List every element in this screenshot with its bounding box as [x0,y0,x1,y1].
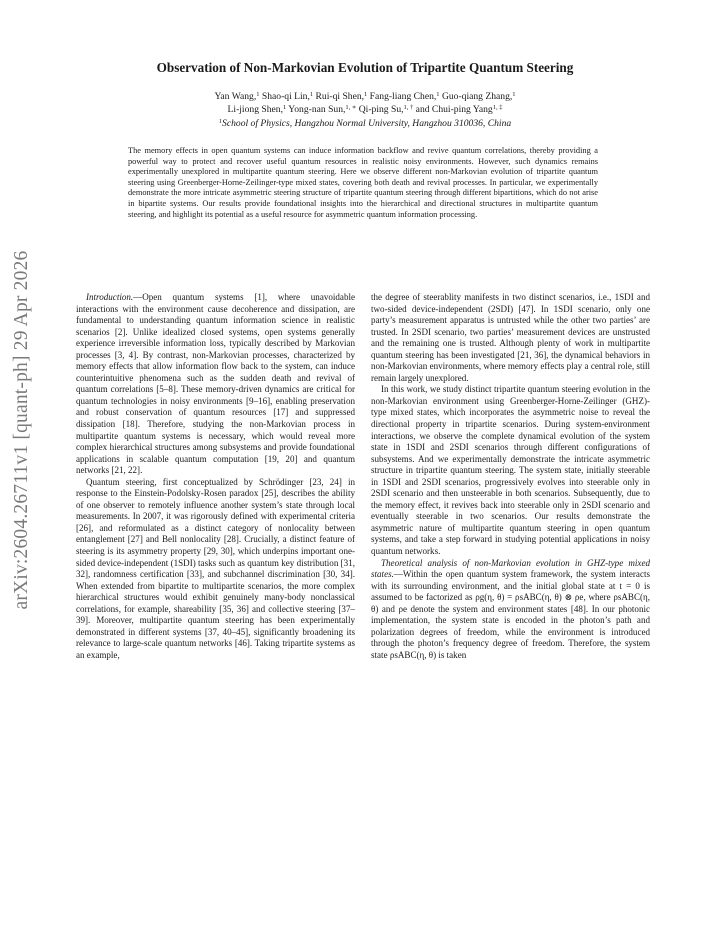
author-name: and Chui-ping Yang [413,104,493,116]
affiliation-mark: 1 [282,104,287,112]
author-name: Yan Wang, [214,91,257,102]
steering-paragraph: Quantum steering, first conceptualized by Schrödinger [23, 24] in response to the Einstein-Podolsky-Rosen paradox [25], describes the ability of one observer to remotely influence another system’s state through local measurements. In 2007, it was rigorously defined with experimental criteria [26], and reformulated as a distinct category of nonlocality between entanglement [27] and Bell nonlocality [28]. Crucially, a distinct feature of steering is its asymmetry property [29, 30], which underpins important one-sided device-independent (1SDI) tasks such as quantum key distribution [31, 32], randomness certification [33], and subchannel discrimination [30, 34]. When extended from bipartite to multipartite scenarios, the more complex hierarchical structures would exhibit genuinely many-body nonclassical correlations, for example, shareability [35, 36] and collective steering [37–39]. Moreover, multipartite quantum steering has been experimentally demonstrated in different systems [37, 40–45], significantly broadening its relevance to large-scale quantum networks [46]. Taking tripartite systems as an example, [76,476,355,660]
left-column [76,292,355,662]
affiliation-mark: 1 [218,117,223,125]
right-column [371,292,650,662]
affiliation-mark: 1 [309,91,314,98]
paper-title: Observation of Non-Markovian Evolution of Tripartite Quantum Steering [156,60,574,75]
affiliation-mark: 1 [436,91,440,98]
intro-paragraph [76,292,355,477]
author-name: Guo-qiang Zhang, [439,91,513,102]
author-block [60,90,670,130]
author-line-1 [60,90,670,103]
arxiv-identifier: arXiv:2604.26711v1 [quant-ph] 29 Apr 2026 [11,250,32,610]
this-work-paragraph: In this work, we study distinct tripartite quantum steering evolution in the non-Markovian environment using Greenberger-Horne-Zeilinger (GHZ)-type mixed states, which incorporates the asymmetric noise to reveal the directional property in tripartite scenarios. During system-environment interactions, we observe the complete dynamical evolution of the system state in 1SDI and 2SDI scenarios through different configurations of subsystems. And we experimentally demonstrate the intricate asymmetric structure in tripartite quantum steering. The system state, initially steerable in 1SDI and 2SDI scenarios, progressively evolves into steerable only in 2SDI scenario and then unsteerable in both scenarios. Subsequently, due to the memory effect, it revives back into steerable only in 2SDI scenario and eventually steerable in two scenarios. Our results demonstrate the asymmetric nature of multipartite quantum steering in open quantum systems, and take a step forward in studying potential applications in noisy quantum networks. [371,384,650,557]
theory-heading: Theoretical analysis of non-Markovian evolution in GHZ-type mixed states. [371,557,650,580]
intro-heading: Introduction. [86,292,134,302]
affiliation-mark: 1 [256,91,260,98]
affiliation-mark: 1, † [403,104,414,112]
arxiv-stamp [2,190,42,670]
author-name: Yong-nan Sun, [286,104,346,116]
abstract: The memory effects in open quantum systems can induce information backflow and revive quantum correlations, thereby providing a powerful way to protect and recover useful quantum resources in realistic noisy environments. However, such dynamics remains experimentally unexplored in multipartite quantum steering. Here we observe different non-Markovian evolution of tripartite quantum steering using Greenberger-Horne-Zeilinger-type mixed states, covering both death and revival processes. In particular, we experimentally demonstrate the more intricate asymmetric steering structure of tripartite quantum steering through different bipartitions, which do not arise in bipartite systems. Our results provide foundational insights into the hierarchical and directional structures in multipartite quantum steering, and highlight its potential as a useful resource for asymmetric quantum information processing. [128,146,598,219]
intro-text: —Open quantum systems [1], where unavoidable interactions with the environment cause decoherence and dissipation, are fundamental to understanding quantum information science in realistic scenarios [2]. Unlike idealized closed systems, open systems generally experience irreversible information loss, typically described by Markovian processes [3, 4]. By contrast, non-Markovian processes, characterized by memory effects that allow information flow back to the system, can induce counterintuitive phenomena such as the sudden death and revival of quantum correlations [5–8]. These memory-driven dynamics are critical for quantum technologies in noisy environments [9–16], enabling preservation and robust conservation of quantum resources [17] and suppressed dissipation [18]. Therefore, studying the non-Markovian process in multipartite quantum systems is necessary, which would reveal more complex hierarchical structures among subsystems and provide foundational applications in scalable quantum computation [19, 20] and quantum networks [21, 22]. [76,292,355,476]
affiliation [60,117,670,130]
author-name: Shao-qi Lin, [259,91,310,102]
theory-paragraph [371,558,650,662]
affiliation-mark: 1, ∗ [345,104,357,112]
author-name: Li-jiong Shen, [227,104,283,116]
affiliation-mark: 1, ‡ [492,104,503,112]
affiliation-mark: 1 [364,91,368,98]
author-name: Fang-liang Chen, [367,91,437,102]
author-name: Rui-qi Shen, [313,91,365,102]
author-line-2 [60,103,670,116]
affiliation-text: School of Physics, Hangzhou Normal University, Hangzhou 310036, China [222,117,512,129]
affiliation-mark: 1 [512,91,516,98]
continuation-paragraph: the degree of steerablity manifests in two distinct scenarios, i.e., 1SDI and two-sided device-independent (2SDI) [47]. In 1SDI scenario, only one party’s measurement apparatus is untrusted while the other two parties’ are trusted. In 2SDI scenario, two parties’ measurement devices are unstrusted and the remaining one is trusted. Although plenty of work in multipartite quantum steering has been investigated [21, 36], the dynamical behaviors in non-Markovian environments, where memory effects play a central role, still remain largely unexplored. [371,292,650,383]
theory-text: —Within the open quantum system framework, the system interacts with its surrounding environment, and the initial global state at t = 0 is assumed to be factorized as ρg(η, θ) = ρsABC(η, θ) ⊗ ρe, where ρsABC(η, θ) and ρe denote the system and environment states [48]. In our photonic implementation, the system state is encoded in the photon’s path and polarization degrees of freedom, while the environment is introduced through the photon’s frequency degree of freedom. Therefore, the system state ρsABC(η, θ) is taken [371,569,650,660]
author-name: Qi-ping Su, [356,104,404,116]
